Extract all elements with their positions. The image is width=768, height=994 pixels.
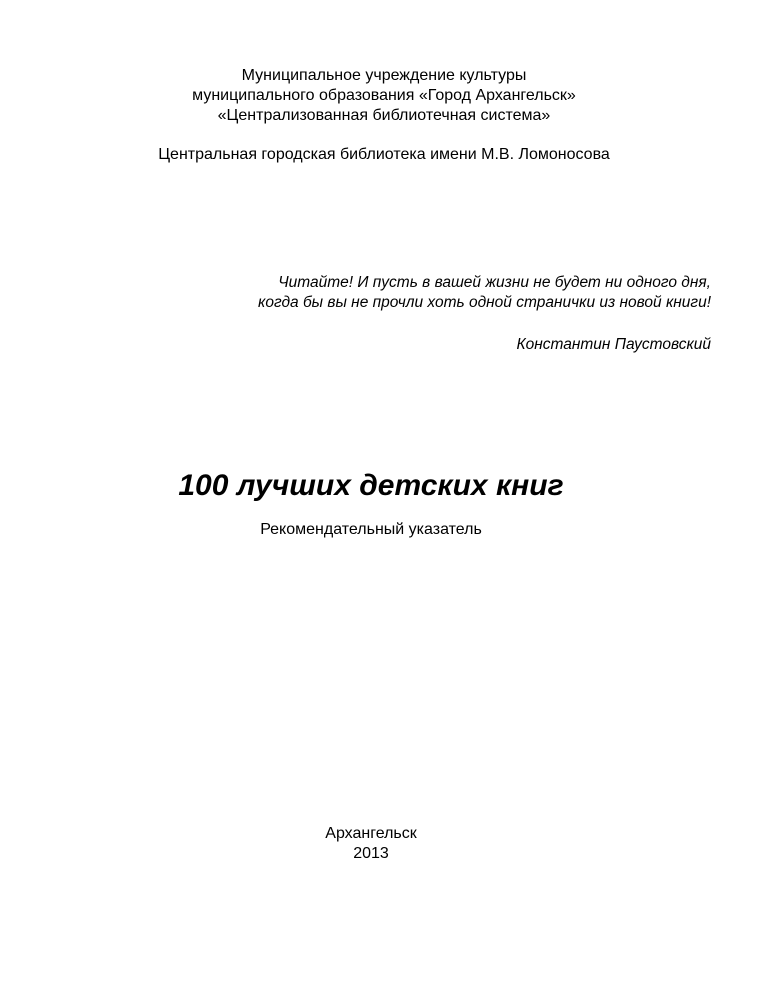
library-name: Центральная городская библиотека имени М.В. Ломоносова: [158, 146, 610, 163]
document-title: 100 лучших детских книг: [178, 469, 564, 502]
organization-header: [0, 66, 768, 126]
header-line-2: муниципального образования «Город Архангельск»: [192, 87, 576, 104]
header-line-3: «Централизованная библиотечная система»: [217, 107, 551, 124]
epigraph-line-1: Читайте! И пусть в вашей жизни не будет ни одного дня,: [278, 274, 711, 291]
publication-year: 2013: [353, 845, 389, 862]
epigraph-line-2: когда бы вы не прочли хоть одной странички из новой книги!: [258, 294, 711, 311]
epigraph-author: Константин Паустовский: [516, 336, 711, 353]
epigraph: [71, 273, 711, 355]
publication-info: [0, 824, 768, 864]
header-line-1: Муниципальное учреждение культуры: [241, 67, 527, 84]
document-subtitle: Рекомендательный указатель: [260, 521, 482, 538]
publication-city: Архангельск: [325, 825, 417, 842]
